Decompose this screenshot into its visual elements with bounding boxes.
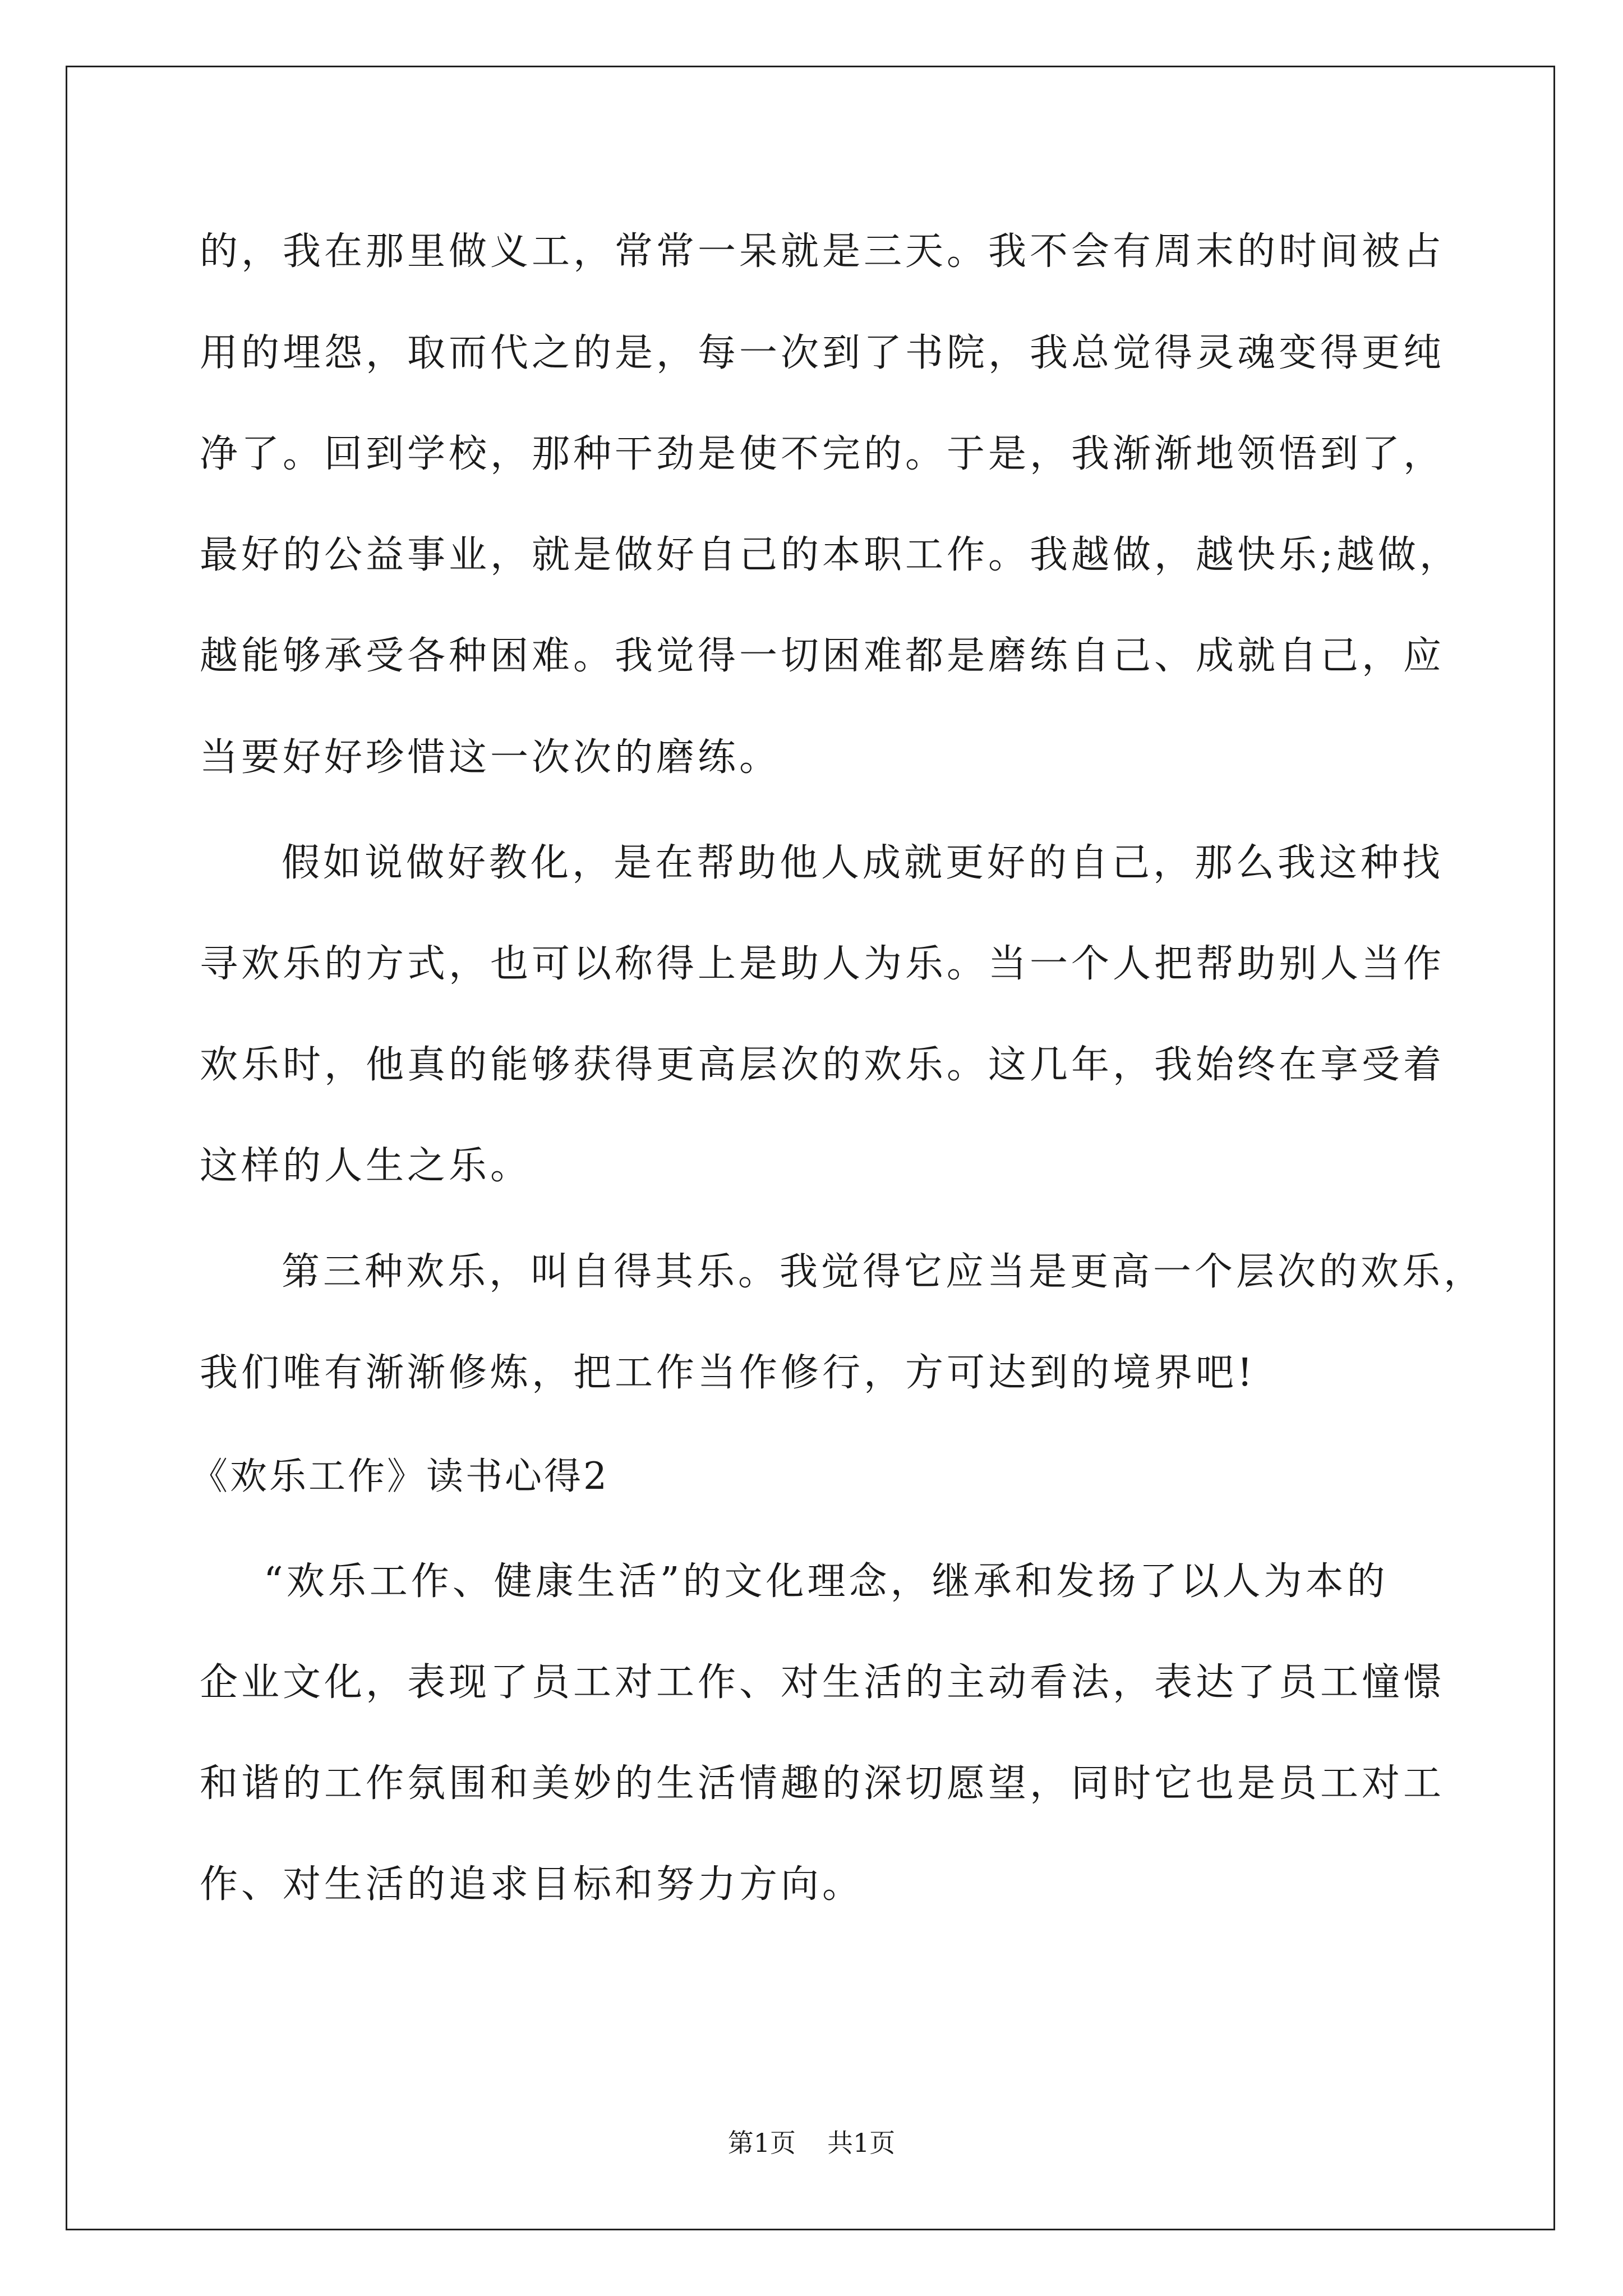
text-line: 企业文化，表现了员工对工作、对生活的主动看法，表达了员工憧憬: [200, 1660, 1445, 1705]
page-number: 第1页: [727, 2128, 796, 2158]
text-line: 的，我在那里做义工，常常一呆就是三天。我不会有周末的时间被占: [200, 229, 1445, 274]
text-line: 和谐的工作氛围和美妙的生活情趣的深切愿望，同时它也是员工对工: [200, 1761, 1445, 1806]
text-line: 我们唯有渐渐修炼，把工作当作修行，方可达到的境界吧!: [200, 1351, 1256, 1395]
page-count: 共1页: [827, 2128, 896, 2158]
paragraph-first-line: “欢乐工作、健康生活”的文化理念，继承和发扬了以人为本的: [264, 1559, 1389, 1604]
text-line: 寻欢乐的方式，也可以称得上是助人为乐。当一个人把帮助别人当作: [200, 942, 1445, 986]
text-line: 这样的人生之乐。: [200, 1144, 532, 1188]
section-heading: 《欢乐工作》读书心得2: [191, 1455, 609, 1498]
text-line: 净了。回到学校，那种干劲是使不完的。于是，我渐渐地领悟到了，: [200, 432, 1445, 476]
text-line: 用的埋怨，取而代之的是，每一次到了书院，我总觉得灵魂变得更纯: [200, 331, 1445, 375]
text-line: 越能够承受各种困难。我觉得一切困难都是磨练自己、成就自己，应: [200, 634, 1445, 678]
text-line: 当要好好珍惜这一次次的磨练。: [200, 735, 781, 780]
text-line: 最好的公益事业，就是做好自己的本职工作。我越做，越快乐;越做，: [200, 533, 1461, 577]
page-footer: [0, 2127, 1623, 2159]
text-line: 欢乐时，他真的能够获得更高层次的欢乐。这几年，我始终在享受着: [200, 1043, 1445, 1087]
paragraph-first-line: 第三种欢乐，叫自得其乐。我觉得它应当是更高一个层次的欢乐，: [282, 1250, 1486, 1294]
text-line: 作、对生活的追求目标和努力方向。: [200, 1862, 864, 1907]
paragraph-first-line: 假如说做好教化，是在帮助他人成就更好的自己，那么我这种找: [282, 841, 1444, 885]
